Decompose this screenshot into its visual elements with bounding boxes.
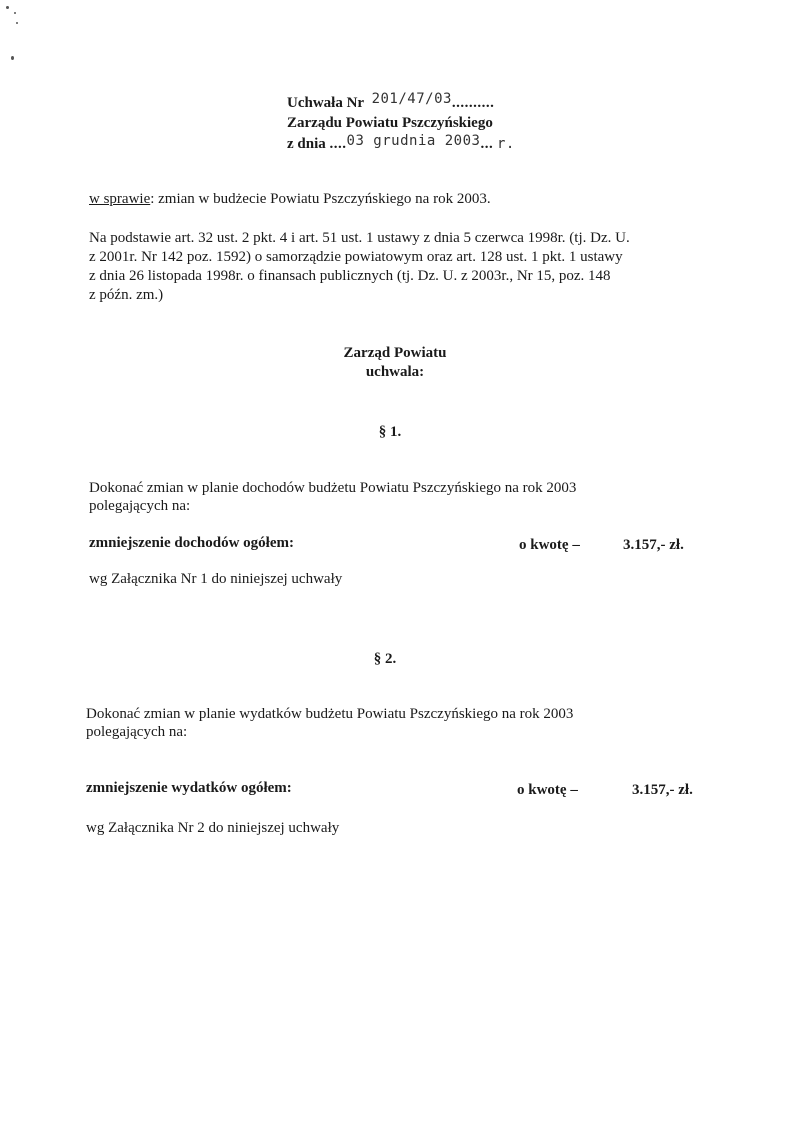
scan-speck — [6, 6, 9, 9]
income-decrease-label: zmniejszenie dochodów ogółem: — [89, 535, 294, 551]
subject-label: w sprawie — [89, 191, 151, 207]
section-1-title: § 1. — [378, 424, 402, 440]
dotted-leader: .... — [329, 136, 347, 152]
resolution-date: 03 grudnia 2003 — [346, 133, 481, 149]
attachment-2-reference: wg Załącznika Nr 2 do niniejszej uchwały — [86, 820, 340, 836]
resolution-heading: Zarząd Powiatu — [343, 345, 447, 361]
scan-speck — [11, 56, 14, 60]
legal-basis-line: Na podstawie art. 32 ust. 2 pkt. 4 i art. 51 ust. 1 ustawy z dnia 5 czerwca 1998r. (tj. Dz. U. — [89, 230, 630, 246]
date-suffix: r. — [496, 136, 515, 152]
expense-decrease-amount: 3.157,- zł. — [632, 782, 693, 798]
subject-line — [89, 191, 491, 208]
section-1-text: polegających na: — [89, 498, 191, 514]
scan-speck — [16, 22, 18, 24]
expense-decrease-label: zmniejszenie wydatków ogółem: — [86, 780, 292, 796]
legal-basis-line: z 2001r. Nr 142 poz. 1592) o samorządzie powiatowym oraz art. 128 ust. 1 pkt. 1 ustawy — [89, 249, 623, 265]
resolution-date-line — [287, 133, 515, 153]
section-2-text: polegających na: — [86, 724, 188, 740]
resolution-heading: uchwala: — [365, 364, 425, 380]
board-name: Zarządu Powiatu Pszczyńskiego — [287, 115, 493, 131]
legal-basis-line: z późn. zm.) — [89, 287, 164, 303]
dotted-leader: .......... — [451, 95, 495, 111]
section-2-text: Dokonać zmian w planie wydatków budżetu Powiatu Pszczyńskiego na rok 2003 — [86, 706, 574, 722]
resolution-number: 201/47/03 — [371, 91, 452, 107]
subject-text: : zmian w budżecie Powiatu Pszczyńskiego na rok 2003. — [150, 191, 491, 207]
date-label: z dnia — [287, 136, 326, 152]
attachment-1-reference: wg Załącznika Nr 1 do niniejszej uchwały — [89, 571, 343, 587]
expense-decrease-by: o kwotę – — [517, 782, 578, 798]
section-1-text: Dokonać zmian w planie dochodów budżetu Powiatu Pszczyńskiego na rok 2003 — [89, 480, 577, 496]
section-2-title: § 2. — [373, 651, 397, 667]
scan-speck — [14, 12, 16, 14]
dotted-leader: ... — [480, 136, 494, 152]
income-decrease-by: o kwotę – — [519, 537, 580, 553]
resolution-number-label: Uchwała Nr — [287, 95, 364, 111]
legal-basis-line: z dnia 26 listopada 1998r. o finansach publicznych (tj. Dz. U. z 2003r., Nr 15, poz. 148 — [89, 268, 611, 284]
income-decrease-amount: 3.157,- zł. — [623, 537, 684, 553]
resolution-number-line — [287, 91, 495, 112]
